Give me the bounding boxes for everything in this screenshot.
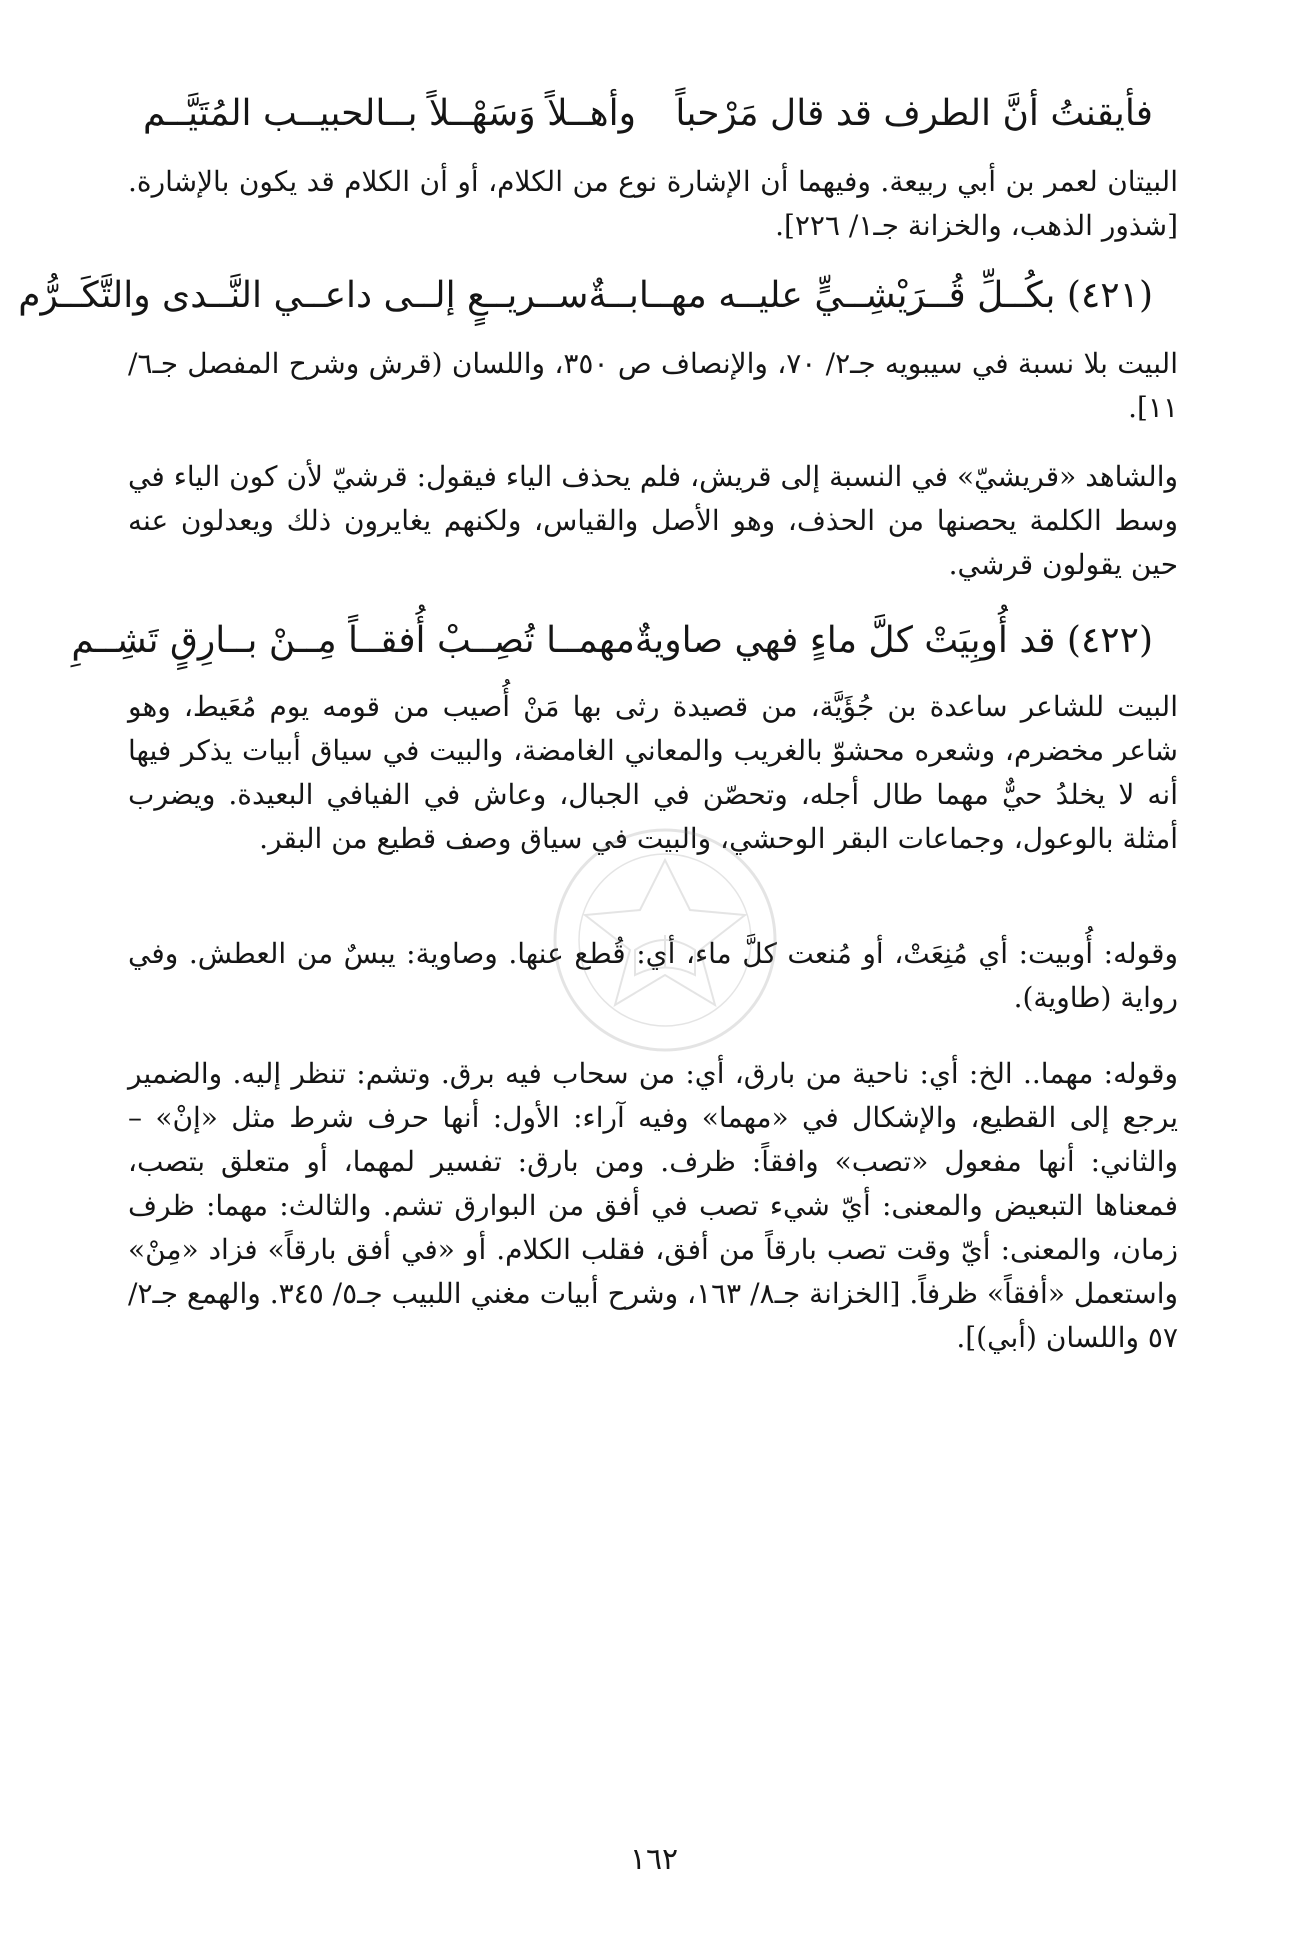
paragraph-verse-422-vocabulary: وقوله: أُوبيت: أي مُنِعَتْ، أو مُنعت كلَّ ماء، أي: قُطع عنها. وصاوية: يبسٌ من العطش. وفي رواية (طاوية). [128,937,1178,1014]
verse-420-first-hemistich: فأيقنتُ أنَّ الطرف قد قال مَرْحباً [675,93,1153,134]
verse-421-second-hemistich: ســريــعٍ إلــى داعــي النَّــدى والتَّكَــرُّم [18,275,589,316]
library-seal-watermark-icon [540,815,790,1065]
verse-422-first-hemistich: (٤٢٢) قد أُوبِيَتْ كلَّ ماءٍ فهي صاويةٌ [634,620,1153,661]
verse-421 [18,270,1153,322]
verse-421-first-hemistich: (٤٢١) بكُــلِّ قُــرَيْشِــيٍّ عليــه مهــابــةٌ [588,275,1153,316]
verse-420-second-hemistich: وأهــلاً وَسَهْــلاً بــالحبيــب المُتَيَّــم [143,93,637,134]
verse-422-second-hemistich: مهمــا تُصِــبْ أُفقــاً مِــنْ بــارِقٍ تَشِــمِ [71,620,635,661]
paragraph-verse-420-source: البيتان لعمر بن أبي ربيعة. وفيهما أن الإشارة نوع من الكلام، أو أن الكلام قد يكون بالإشارة. [شذور الذهب، والخزانة جـ١/ ٢٢٦]. [128,165,1178,242]
page-number: ١٦٢ [629,1842,679,1877]
paragraph-verse-421-witness: والشاهد «قريشيّ» في النسبة إلى قريش، فلم يحذف الياء فيقول: قرشيّ لأن كون الياء في وسط الكلمة يحصنها من الحذف، وهو الأصل والقياس، ولكنهم يغايرون ذلك ويعدلون عنه حين يقولون قرشي. [128,460,1178,581]
paragraph-verse-422-grammar: وقوله: مهما.. الخ: أي: ناحية من بارق، أي: من سحاب فيه برق. وتشم: تنظر إليه. والضمير يرجع إلى القطيع، والإشكال في «مهما» وفيه آراء: الأول: أنها حرف شرط مثل «إنْ» – والثاني: أنها مفعول «تصب» وافقاً: ظرف. ومن بارق: تفسير لمهما، أو متعلق بتصب، فمعناها التبعيض والمعنى: أيّ شيء تصب في أفق من البوارق تشم. والثالث: مهما: ظرف زمان، والمعنى: أيّ وقت تصب بارقاً من أفق، فقلب الكلام. أو «في أفق بارقاً» فزاد «مِنْ» واستعمل «أفقاً» ظرفاً. [الخزانة جـ٨/ ١٦٣، وشرح أبيات مغني اللبيب جـ٥/ ٣٤٥. والهمع جـ٢/ ٥٧ واللسان (أبي)]. [128,1057,1179,1354]
paragraph-verse-422-poet: البيت للشاعر ساعدة بن جُؤَيَّة، من قصيدة رثى بها مَنْ أُصيب من قومه يوم مُعَيط، وهو شاعر مخضرم، وشعره محشوّ بالغريب والمعاني الغامضة، والبيت في سياق أبيات يذكر فيها أنه لا يخلدُ حيٌّ مهما طال أجله، وتحصّن في الجبال، وعاش في الفيافي البعيدة. ويضرب أمثلة بالوعول، وجماعات البقر الوحشي، والبيت في سياق وصف قطيع من البقر. [128,690,1178,855]
verse-420 [143,88,1153,140]
paragraph-verse-421-source: البيت بلا نسبة في سيبويه جـ٢/ ٧٠، والإنصاف ص ٣٥٠، واللسان (قرش وشرح المفصل جـ٦/ ١١]. [128,347,1178,424]
verse-422 [71,615,1153,667]
